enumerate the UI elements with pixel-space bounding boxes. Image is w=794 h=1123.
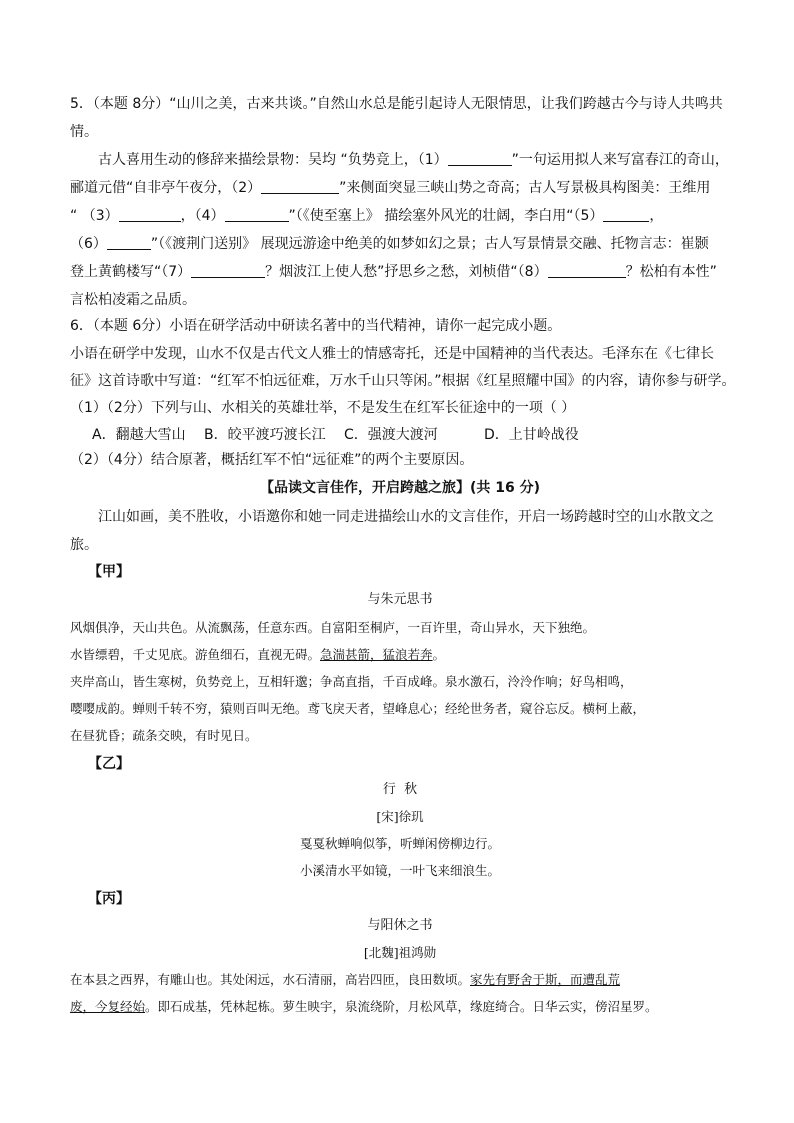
q5-line-5: 登上黄鹤楼写“（7） ？烟波江上使人愁”抒思乡之愁，刘桢借“（8） ？松柏有本性” [70,264,717,280]
bing-author: [北魏]祖鸿勋 [363,945,437,960]
section-intro-cont: 旅。 [70,537,98,553]
q5-line-6: 言松柏凌霜之品质。 [70,292,196,308]
option-c[interactable]: C．强渡大渡河 [344,427,438,443]
yi-author: [宋]徐玑 [376,809,424,824]
label-yi: 【乙】 [88,756,130,772]
blank-6[interactable] [107,235,151,250]
bing-line-1: 在本县之西界，有雕山也。其处闲远，水石清丽，高岩四匝，良田数顷。家先有野舍于斯，而遭乱荒 [70,972,621,987]
q5-line-4: （6） ”（《渡荆门送别》 展现远游途中绝美的如梦如幻之景；古人写景情景交融、托物言志：崔颢 [70,236,709,252]
blank-2[interactable] [261,179,339,194]
jia-line-2: 水皆缥碧，千丈见底。游鱼细石，直视无碍。急湍甚箭，猛浪若奔。 [70,647,446,662]
jia-title: 与朱元思书 [367,592,433,607]
blank-1[interactable] [448,151,512,166]
q6-options [92,421,752,449]
underlined-sentence: 家先有野舍于斯，而遭乱荒 [470,972,621,987]
yi-title: 行 秋 [382,782,418,797]
q5-line-1: 古人喜用生动的修辞来描绘景物：吴均 “负势竞上，（1） ”一句运用拟人来写富春江的奇山， [98,152,729,168]
section-title: 【品读文言佳作，开启跨越之旅】(共 16 分) [259,480,541,496]
section-intro: 江山如画，美不胜收，小语邀你和她一同走进描绘山水的文言佳作，开启一场跨越时空的山水散文之 [98,509,714,525]
jia-line-1: 风烟俱净，天山共色。从流飘荡，任意东西。自富阳至桐庐，一百许里，奇山异水，天下独绝。 [70,620,596,635]
blank-4[interactable] [225,207,289,222]
q6-head: 6．（本题 6分）小语在研学活动中研读名著中的当代精神，请你一起完成小题。 [70,318,562,334]
option-a[interactable]: A．翻越大雪山 [92,427,186,443]
jia-line-3: 夹岸高山，皆生寒树，负势竞上，互相轩邈；争高直指，千百成峰。泉水激石，泠泠作响；好鸟相鸣， [70,674,633,689]
q5-head-cont: 情。 [70,124,98,140]
underlined-sentence-cont: 废，今复经始 [70,999,146,1014]
blank-7[interactable] [191,263,265,278]
q6-para-1: 小语在研学中发现，山水不仅是古代文人雅士的情感寄托，还是中国精神的当代表达。毛泽东在《七律长 [70,346,714,362]
blank-3[interactable] [119,207,181,222]
yi-line-1: 戛戛秋蝉响似筝，听蝉闲傍柳边行。 [299,836,500,851]
q5-head: 5．（本题 8分）“山川之美，古来共谈。”自然山水总是能引起诗人无限情思，让我们跨越古今与诗人共鸣共 [70,96,723,112]
bing-line-2: 废，今复经始。即石成基，凭林起栋。萝生映宇，泉流绕阶，月松风草，缘庭绮合。日华云实，傍沼星罗。 [70,999,658,1014]
option-b[interactable]: B．皎平渡巧渡长江 [204,427,326,443]
q6-sub-1: （1）（2分）下列与山、水相关的英雄壮举，不是发生在红军长征途中的一项（ ） [70,400,576,416]
q5-line-3: “ （3） ，（4） ”（《使至塞上》 描绘塞外风光的壮阔，李白用“（5） ， [70,208,664,224]
label-bing: 【丙】 [88,891,130,907]
blank-8[interactable] [548,263,626,278]
underlined-sentence: 急湍甚箭，猛浪若奔 [320,647,433,662]
jia-line-5: 在昼犹昏；疏条交映，有时见日。 [70,728,258,743]
bing-title: 与阳休之书 [367,918,433,933]
q5-line-2: 郦道元借“自非亭午夜分，（2） ”来侧面突显三峡山势之奇高；古人写景极具构图美：王维用 [70,180,711,196]
yi-line-2: 小溪清水平如镜，一叶飞来细浪生。 [299,863,500,878]
q6-sub-2: （2）（4分）结合原著，概括红军不怕“远征难”的两个主要原因。 [70,452,474,468]
blank-5[interactable] [603,207,649,222]
label-jia: 【甲】 [88,564,130,580]
jia-line-4: 嘤嘤成韵。蝉则千转不穷，猿则百叫无绝。鸢飞戾天者，望峰息心；经纶世务者，窥谷忘反。横柯上蔽， [70,701,646,716]
option-d[interactable]: D．上甘岭战役 [484,427,579,443]
q6-para-2: 征》这首诗歌中写道：“红军不怕远征难，万水千山只等闲。”根据《红星照耀中国》的内容，请你参与研学。 [70,373,736,389]
